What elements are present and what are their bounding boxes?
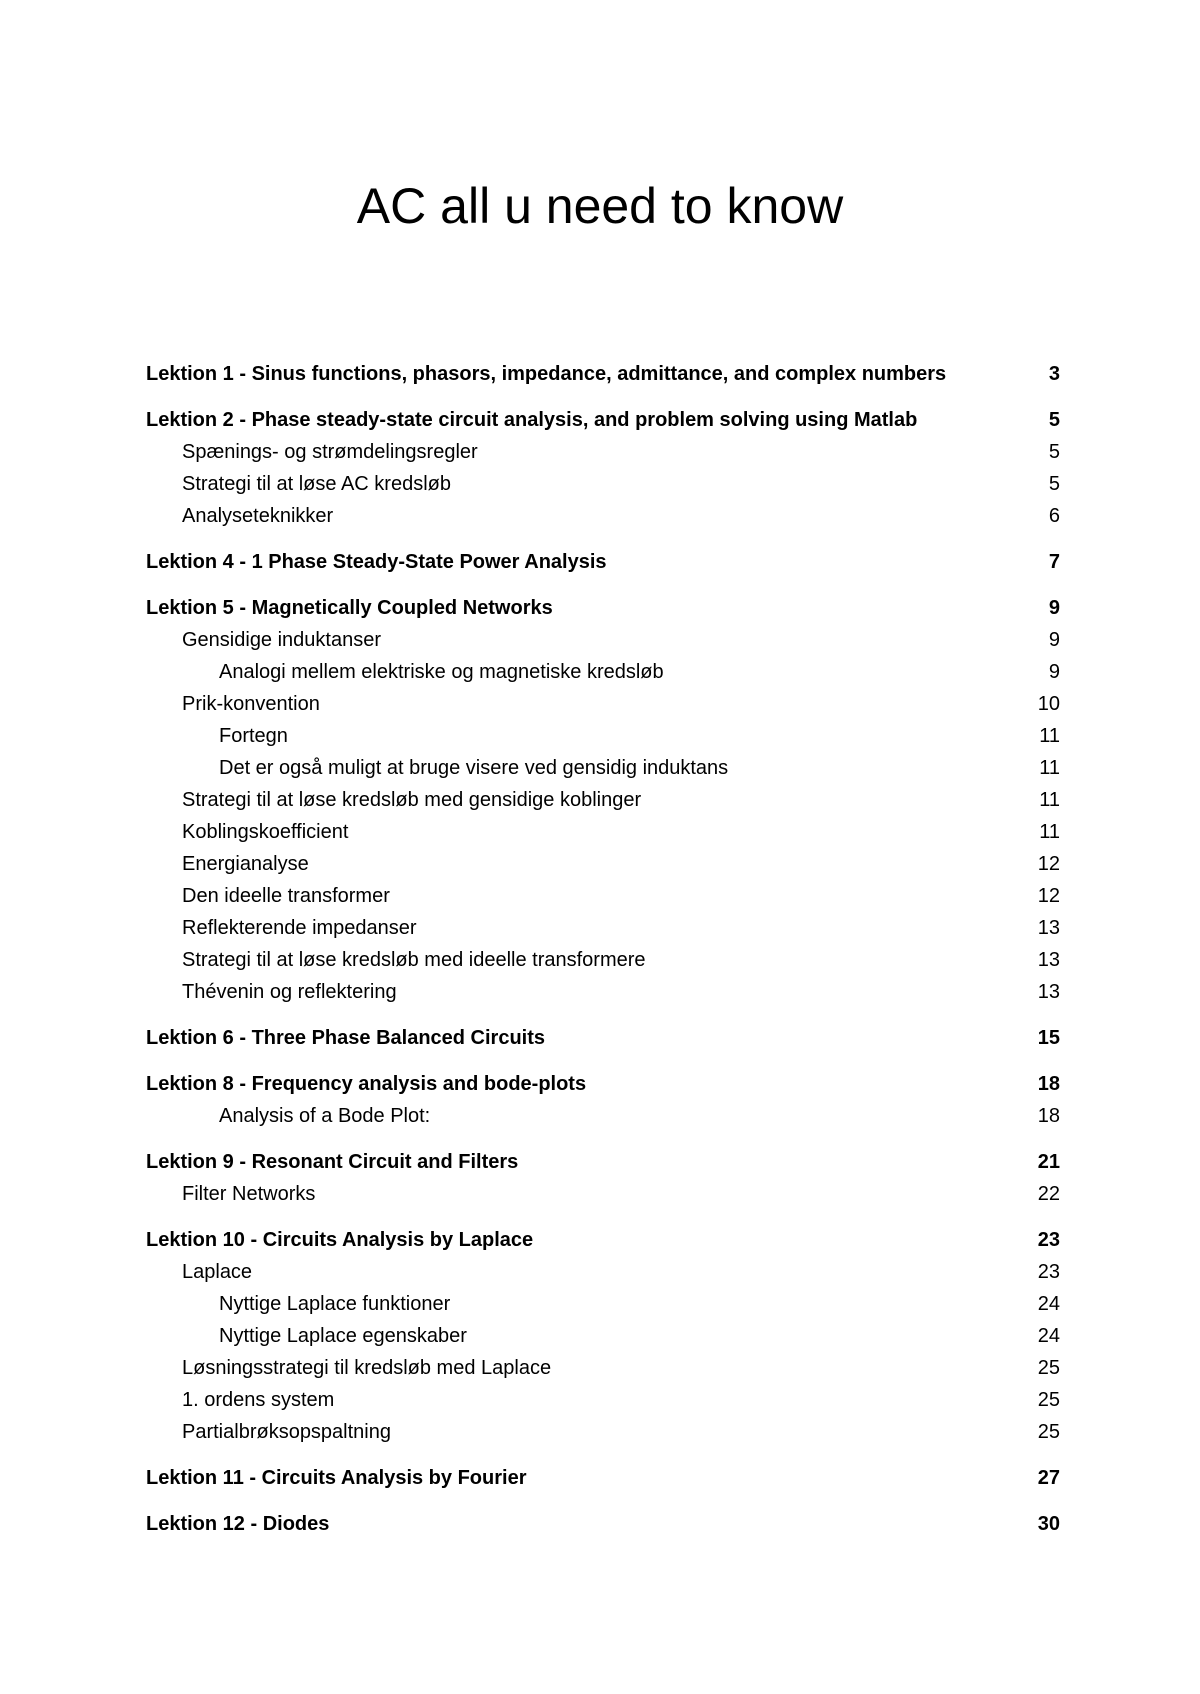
toc-entry[interactable] [146,500,1060,532]
toc-entry-page-number: 9 [1048,597,1060,619]
toc-entry[interactable] [146,1384,1060,1416]
toc-entry-page-number: 21 [1037,1151,1060,1173]
toc-entry-title: Lektion 5 - Magnetically Coupled Networks [146,597,553,619]
toc-entry-page-number: 3 [1048,363,1060,385]
toc-entry-page-number: 25 [1037,1357,1060,1379]
toc-entry-title: Den ideelle transformer [182,885,390,907]
toc-entry[interactable] [146,592,1060,624]
toc-entry[interactable] [146,624,1060,656]
toc-entry-title: Thévenin og reflektering [182,981,397,1003]
toc-entry[interactable] [146,1416,1060,1448]
toc-entry[interactable] [146,816,1060,848]
toc-entry-page-number: 5 [1048,473,1060,495]
toc-entry[interactable] [146,1100,1060,1132]
toc-entry-page-number: 24 [1037,1293,1060,1315]
toc-entry-page-number: 15 [1037,1027,1060,1049]
toc-entry[interactable] [146,880,1060,912]
toc-entry-title: Partialbrøksopspaltning [182,1421,391,1443]
toc-entry-title: Lektion 4 - 1 Phase Steady-State Power Analysis [146,551,607,573]
toc-entry-page-number: 22 [1037,1183,1060,1205]
toc-entry-title: Lektion 6 - Three Phase Balanced Circuits [146,1027,546,1049]
table-of-contents [146,358,1060,1540]
toc-entry-title: Strategi til at løse kredsløb med ideelle transformere [182,949,646,971]
toc-entry-page-number: 13 [1037,949,1060,971]
toc-entry[interactable] [146,1224,1060,1256]
toc-entry-page-number: 11 [1039,725,1060,747]
toc-entry-page-number: 11 [1039,757,1060,779]
toc-entry-page-number: 12 [1037,853,1060,875]
toc-entry[interactable] [146,436,1060,468]
toc-entry-title: 1. ordens system [182,1389,335,1411]
toc-entry[interactable] [146,688,1060,720]
toc-entry-title: Gensidige induktanser [182,629,382,651]
toc-entry-title: Reflekterende impedanser [182,917,417,939]
toc-entry-title: Koblingskoefficient [182,821,349,843]
toc-entry-page-number: 27 [1037,1467,1060,1489]
toc-entry-page-number: 18 [1037,1073,1060,1095]
toc-entry[interactable] [146,1320,1060,1352]
toc-entry[interactable] [146,1178,1060,1210]
toc-entry-title: Nyttige Laplace egenskaber [219,1325,467,1347]
toc-entry-page-number: 11 [1039,789,1060,811]
toc-entry-title: Laplace [182,1261,253,1283]
toc-entry-page-number: 13 [1037,981,1060,1003]
toc-entry-title: Lektion 2 - Phase steady-state circuit analysis, and problem solving using Matlab [146,409,918,431]
toc-entry[interactable] [146,976,1060,1008]
toc-entry[interactable] [146,784,1060,816]
toc-entry-page-number: 5 [1048,441,1060,463]
toc-entry-page-number: 7 [1048,551,1060,573]
toc-entry[interactable] [146,1146,1060,1178]
toc-entry[interactable] [146,1022,1060,1054]
toc-entry-page-number: 24 [1037,1325,1060,1347]
toc-entry-title: Energianalyse [182,853,309,875]
toc-entry-page-number: 9 [1048,661,1060,683]
toc-entry-title: Analogi mellem elektriske og magnetiske kredsløb [219,661,664,683]
toc-entry-page-number: 6 [1048,505,1060,527]
toc-entry[interactable] [146,468,1060,500]
toc-entry-title: Fortegn [219,725,288,747]
toc-entry-page-number: 10 [1037,693,1060,715]
toc-entry[interactable] [146,404,1060,436]
toc-entry-title: Løsningsstrategi til kredsløb med Laplace [182,1357,552,1379]
toc-entry-title: Lektion 10 - Circuits Analysis by Laplace [146,1229,534,1251]
toc-entry-page-number: 23 [1037,1261,1060,1283]
toc-entry-page-number: 23 [1037,1229,1060,1251]
toc-entry[interactable] [146,912,1060,944]
toc-entry[interactable] [146,1068,1060,1100]
toc-entry[interactable] [146,1352,1060,1384]
toc-entry-title: Strategi til at løse kredsløb med gensidige koblinger [182,789,642,811]
toc-entry-page-number: 9 [1048,629,1060,651]
toc-entry[interactable] [146,656,1060,688]
toc-entry-title: Lektion 1 - Sinus functions, phasors, impedance, admittance, and complex numbers [146,363,947,385]
document-title: AC all u need to know [356,177,844,234]
toc-entry-page-number: 25 [1037,1389,1060,1411]
toc-entry-page-number: 18 [1037,1105,1060,1127]
toc-entry-title: Strategi til at løse AC kredsløb [182,473,451,495]
toc-entry[interactable] [146,944,1060,976]
toc-entry-page-number: 30 [1037,1513,1060,1535]
toc-entry-page-number: 11 [1039,821,1060,843]
toc-entry[interactable] [146,1256,1060,1288]
toc-entry-page-number: 13 [1037,917,1060,939]
toc-entry-title: Nyttige Laplace funktioner [219,1293,451,1315]
toc-entry-title: Analysis of a Bode Plot: [219,1105,431,1127]
toc-entry-page-number: 25 [1037,1421,1060,1443]
toc-entry[interactable] [146,358,1060,390]
toc-entry-title: Det er også muligt at bruge visere ved gensidig induktans [219,757,729,779]
toc-entry-page-number: 5 [1048,409,1060,431]
toc-entry-title: Lektion 9 - Resonant Circuit and Filters [146,1151,519,1173]
toc-entry[interactable] [146,752,1060,784]
toc-entry[interactable] [146,546,1060,578]
toc-entry[interactable] [146,720,1060,752]
toc-entry[interactable] [146,848,1060,880]
toc-entry-title: Lektion 8 - Frequency analysis and bode-plots [146,1073,587,1095]
toc-entry-title: Filter Networks [182,1183,316,1205]
toc-entry-page-number: 12 [1037,885,1060,907]
toc-entry[interactable] [146,1508,1060,1540]
toc-entry-title: Analyseteknikker [182,505,334,527]
toc-entry-title: Lektion 11 - Circuits Analysis by Fourier [146,1467,527,1489]
toc-entry-title: Prik-konvention [182,693,320,715]
toc-entry-title: Spænings- og strømdelingsregler [182,441,478,463]
toc-entry[interactable] [146,1288,1060,1320]
toc-entry-title: Lektion 12 - Diodes [146,1513,330,1535]
toc-entry[interactable] [146,1462,1060,1494]
